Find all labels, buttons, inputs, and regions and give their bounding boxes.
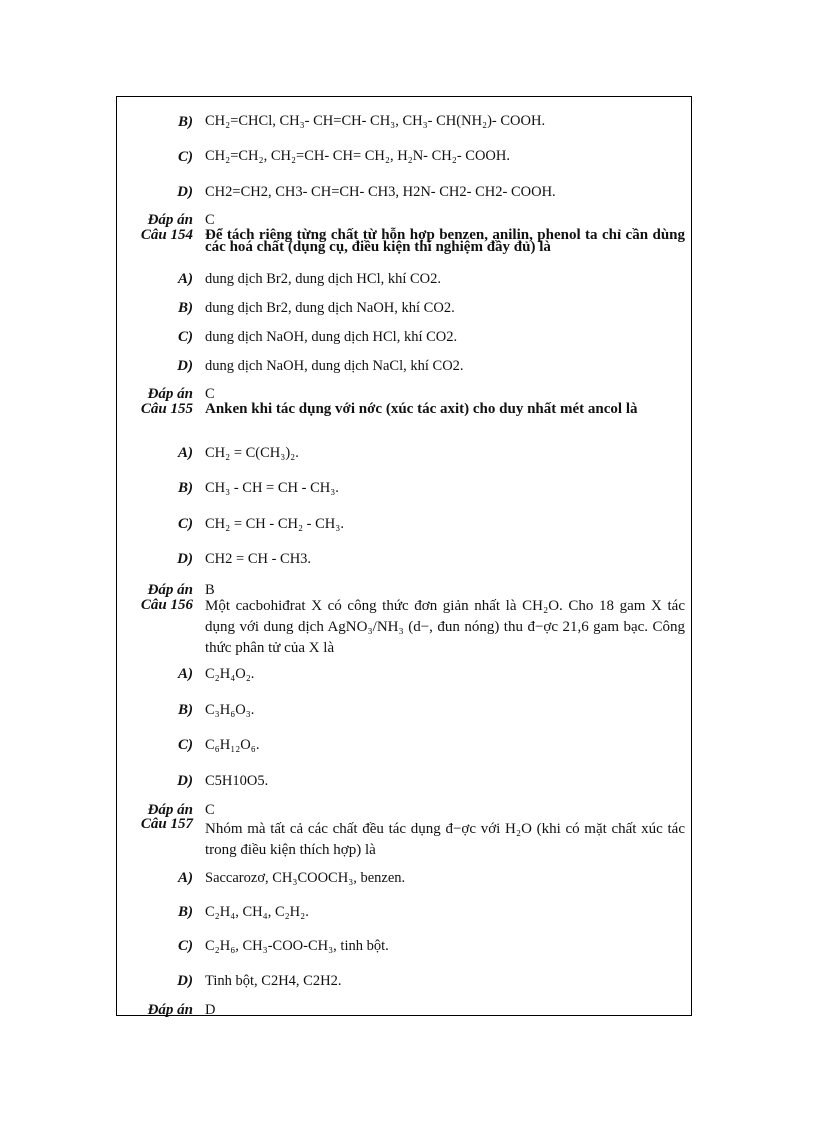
option-text: C₃H₆O₃. (205, 702, 255, 718)
option-text: C₂H₄, CH₄, C₂H₂. (205, 904, 309, 920)
option-text: CH₃ - CH = CH - CH₃. (205, 480, 339, 496)
question-number: Câu 155 (140, 401, 193, 417)
option-text: Tinh bột, C2H4, C2H2. (205, 973, 342, 989)
option-text: CH₂=CH₂, CH₂=CH- CH= CH₂, H₂N- CH₂- COOH. (205, 148, 511, 164)
option-text: CH₂ = CH - CH₂ - CH₃. (205, 516, 344, 532)
option-label: D) (177, 773, 193, 789)
option-text: C₂H₆, CH₃-COO-CH₃, tinh bột. (205, 938, 389, 954)
answer-value: D (205, 1002, 216, 1018)
question-text: Để tách riêng từng chất từ hỗn hợp benzen, anilin, phenol ta chỉ cần dùng các hoá chất (dụng cụ, điều kiện thí nghiệm đầy đủ) là (205, 227, 685, 255)
answer-label: Đáp án (147, 582, 193, 598)
question-text: Một cacbohiđrat X có công thức đơn giản nhất là CH₂O. Cho 18 gam X tác dụng với dung dịch AgNO₃/NH₃ (d−, đun nóng) thu đ−ợc 21,6 gam bạc. Công thức phân tử của X là (205, 598, 685, 656)
option-label: C) (178, 329, 193, 345)
option-text: dung dịch NaOH, dung dịch NaCl, khí CO2. (205, 358, 464, 374)
option-text: CH₂ = C(CH₃)₂. (205, 445, 299, 461)
option-text: CH2=CH2, CH3- CH=CH- CH3, H2N- CH2- CH2- COOH. (205, 184, 556, 200)
option-label: B) (178, 702, 193, 718)
answer-label: Đáp án (147, 1002, 193, 1018)
answer-label: Đáp án (147, 386, 193, 402)
question-text: Nhóm mà tất cả các chất đều tác dụng đ−ợc với H₂O (khi có mặt chất xúc tác trong điều kiện thích hợp) là (205, 821, 685, 858)
option-text: C5H10O5. (205, 773, 269, 789)
option-label: C) (178, 516, 193, 532)
question-number: Câu 156 (140, 597, 193, 613)
option-label: A) (178, 445, 193, 461)
option-label: C) (178, 149, 193, 165)
answer-label: Đáp án (147, 212, 193, 228)
option-text: C₆H₁₂O₆. (205, 737, 260, 753)
option-text: dung dịch NaOH, dung dịch HCl, khí CO2. (205, 329, 458, 345)
answer-value: C (205, 212, 215, 228)
document-frame (116, 96, 692, 1016)
option-label: A) (178, 271, 193, 287)
option-label: D) (177, 184, 193, 200)
option-text: CH₂=CHCl, CH₃- CH=CH- CH₃, CH₃- CH(NH₂)- COOH. (205, 113, 546, 129)
option-text: Saccarozơ, CH₃COOCH₃, benzen. (205, 870, 406, 886)
question-text: Anken khi tác dụng với nớc (xúc tác axit) cho duy nhất mét ancol là (205, 401, 638, 417)
option-text: C₂H₄O₂. (205, 666, 255, 682)
option-label: A) (178, 666, 193, 682)
answer-value: C (205, 386, 215, 402)
option-label: D) (177, 551, 193, 567)
question-number: Câu 157 (140, 816, 193, 832)
option-label: C) (178, 737, 193, 753)
option-label: C) (178, 938, 193, 954)
option-text: CH2 = CH - CH3. (205, 551, 312, 567)
answer-label: Đáp án (147, 802, 193, 818)
answer-value: B (205, 582, 215, 598)
option-label: D) (177, 973, 193, 989)
option-text: dung dịch Br2, dung dịch NaOH, khí CO2. (205, 300, 455, 316)
option-label: B) (178, 480, 193, 496)
option-label: D) (177, 358, 193, 374)
question-number: Câu 154 (140, 227, 193, 243)
option-text: dung dịch Br2, dung dịch HCl, khí CO2. (205, 271, 442, 287)
option-label: B) (178, 904, 193, 920)
option-label: B) (178, 300, 193, 316)
option-label: B) (178, 114, 193, 130)
option-label: A) (178, 870, 193, 886)
answer-value: C (205, 802, 215, 818)
